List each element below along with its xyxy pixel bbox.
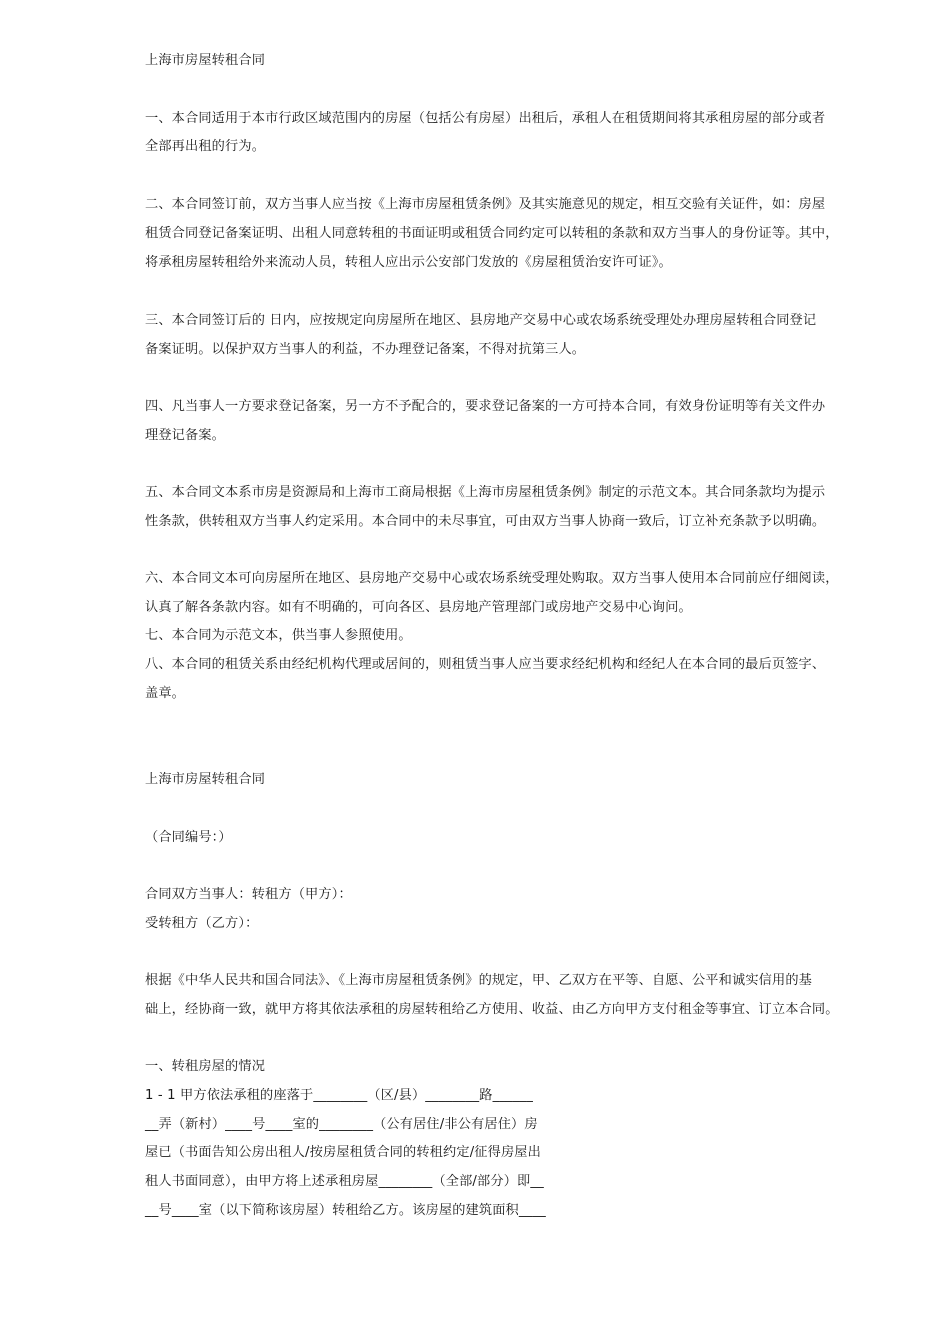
preamble-line-2: 础上，经协商一致，就甲方将其依法承租的房屋转租给乙方使用、收益、由乙方向甲方支付租金等事宜、订立本合同。 [145, 1002, 839, 1017]
notes-paragraph-8-line-2: 盖章。 [145, 686, 186, 701]
notes-paragraph-2-line-3: 将承租房屋转租给外来流动人员，转租人应出示公安部门发放的《房屋租赁治安许可证》。 [145, 255, 672, 270]
notes-title: 上海市房屋转租合同 [145, 53, 266, 68]
notes-paragraph-6-line-2: 认真了解各条款内容。如有不明确的，可向各区、县房地产管理部门或房地产交易中心询问。 [145, 600, 692, 615]
notes-paragraph-1-line-1: 一、本合同适用于本市行政区域范围内的房屋（包括公有房屋）出租后，承租人在租赁期间将其承租房屋的部分或者 [145, 111, 826, 126]
clause-1-1-line-5: __号____室（以下简称该房屋）转租给乙方。该房屋的建筑面积____ [145, 1203, 546, 1218]
notes-paragraph-2-line-1: 二、本合同签订前，双方当事人应当按《上海市房屋租赁条例》及其实施意见的规定，相互交验有关证件，如：房屋 [145, 197, 826, 212]
notes-paragraph-8-line-1: 八、本合同的租赁关系由经纪机构代理或居间的，则租赁当事人应当要求经纪机构和经纪人在本合同的最后页签字、 [145, 657, 826, 672]
contract-number: （合同编号：） [145, 830, 232, 845]
notes-paragraph-5-line-1: 五、本合同文本系市房是资源局和上海市工商局根据《上海市房屋租赁条例》制定的示范文本。其合同条款均为提示 [145, 485, 826, 500]
notes-paragraph-3-line-2: 备案证明。以保护双方当事人的利益，不办理登记备案，不得对抗第三人。 [145, 342, 586, 357]
clause-1-1-line-3: 屋已（书面告知公房出租人/按房屋租赁合同的转租约定/征得房屋出 [145, 1145, 541, 1160]
notes-paragraph-7: 七、本合同为示范文本，供当事人参照使用。 [145, 628, 412, 643]
clause-1-1-line-1: 1 - 1 甲方依法承租的座落于________（区/县）________路______ [145, 1088, 534, 1103]
section-1-heading: 一、转租房屋的情况 [145, 1059, 266, 1074]
notes-paragraph-2-line-2: 租赁合同登记备案证明、出租人同意转租的书面证明或租赁合同约定可以转租的条款和双方当事人的身份证等。其中， [145, 226, 839, 241]
notes-paragraph-3-line-1: 三、本合同签订后的 日内，应按规定向房屋所在地区、县房地产交易中心或农场系统受理处办理房屋转租合同登记 [145, 313, 817, 328]
clause-1-1-line-2: __弄（新村）____号____室的________（公有居住/非公有居住）房 [145, 1117, 538, 1132]
notes-paragraph-6-line-1: 六、本合同文本可向房屋所在地区、县房地产交易中心或农场系统受理处购取。双方当事人使用本合同前应仔细阅读， [145, 571, 839, 586]
notes-paragraph-5-line-2: 性条款，供转租双方当事人约定采用。本合同中的未尽事宜，可由双方当事人协商一致后，订立补充条款予以明确。 [145, 514, 826, 529]
notes-paragraph-1-line-2: 全部再出租的行为。 [145, 139, 266, 154]
preamble-line-1: 根据《中华人民共和国合同法》、《上海市房屋租赁条例》的规定，甲、乙双方在平等、自愿、公平和诚实信用的基 [145, 973, 813, 988]
notes-paragraph-4-line-1: 四、凡当事人一方要求登记备案，另一方不予配合的，要求登记备案的一方可持本合同，有效身份证明等有关文件办 [145, 399, 826, 414]
clause-1-1-line-4: 租人书面同意），由甲方将上述承租房屋________（全部/部分）即__ [145, 1174, 544, 1189]
party-a-line: 合同双方当事人：转租方（甲方）： [145, 887, 352, 902]
notes-paragraph-4-line-2: 理登记备案。 [145, 428, 226, 443]
contract-title: 上海市房屋转租合同 [145, 772, 266, 787]
party-b-line: 受转租方（乙方）： [145, 916, 259, 931]
